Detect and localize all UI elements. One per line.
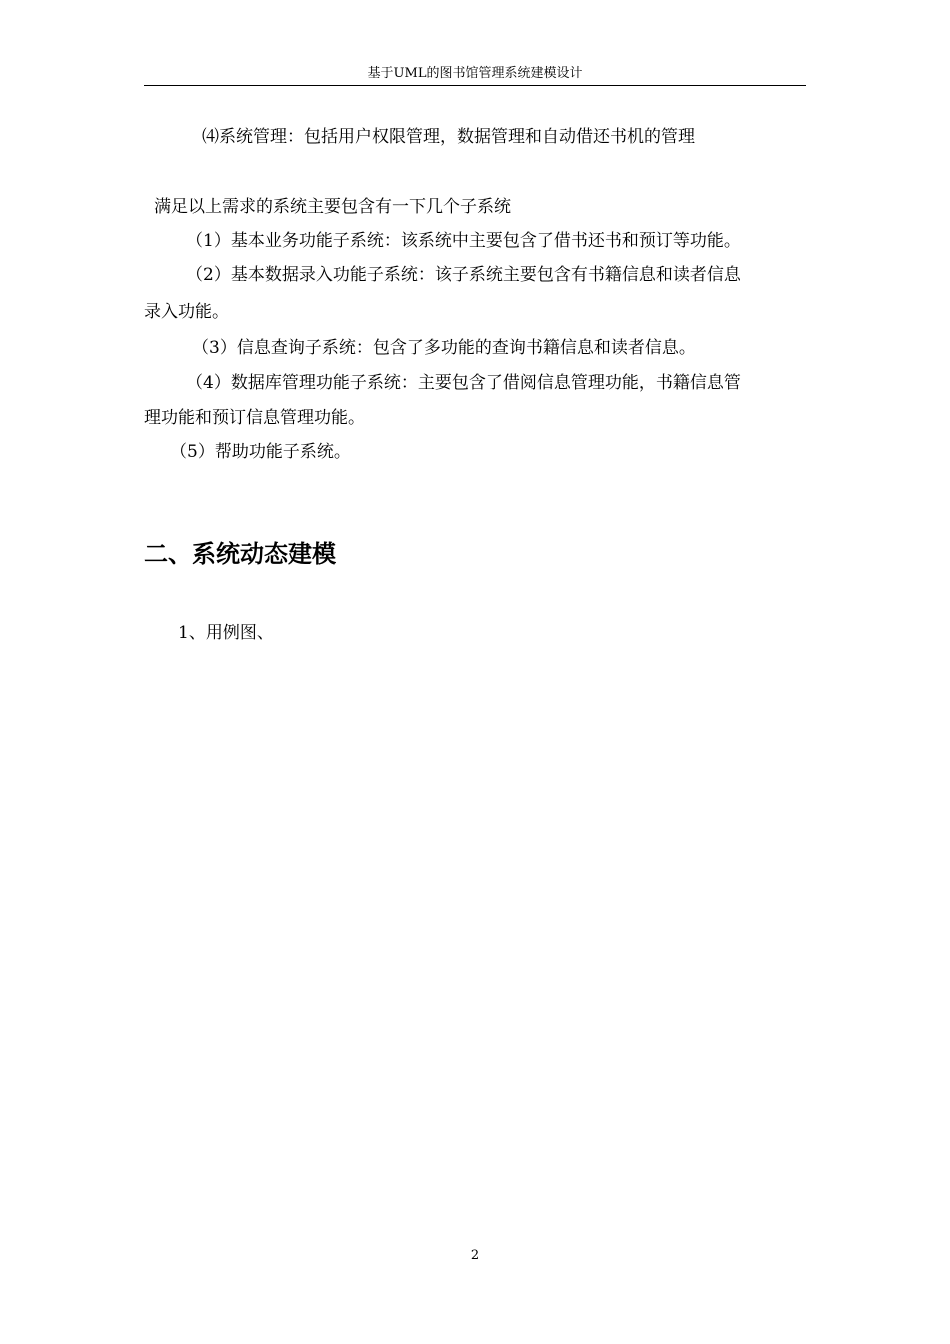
page-number: 2 (470, 1248, 480, 1263)
header-divider (144, 85, 806, 86)
section-heading: 二、系统动态建模 (144, 540, 336, 568)
subsystem-4-line-2: 理功能和预订信息管理功能。 (144, 408, 365, 428)
subsystems-intro: 满足以上需求的系统主要包含有一下几个子系统 (154, 197, 511, 217)
subsystem-4-line-1: （4）数据库管理功能子系统：主要包含了借阅信息管理功能，书籍信息管 (186, 373, 741, 393)
subsystem-1: （1）基本业务功能子系统：该系统中主要包含了借书还书和预订等功能。 (186, 231, 741, 251)
subsystem-2-line-2: 录入功能。 (144, 302, 229, 322)
use-case-subheading: 1、用例图、 (178, 623, 274, 643)
running-header: 基于UML的图书馆管理系统建模设计 (367, 66, 583, 81)
subsystem-2-line-1: （2）基本数据录入功能子系统：该子系统主要包含有书籍信息和读者信息 (186, 265, 741, 285)
subsystem-3: （3）信息查询子系统：包含了多功能的查询书籍信息和读者信息。 (192, 338, 696, 358)
system-management-item: ⑷系统管理：包括用户权限管理，数据管理和自动借还书机的管理 (202, 127, 695, 147)
subsystem-5: （5）帮助功能子系统。 (170, 442, 351, 462)
